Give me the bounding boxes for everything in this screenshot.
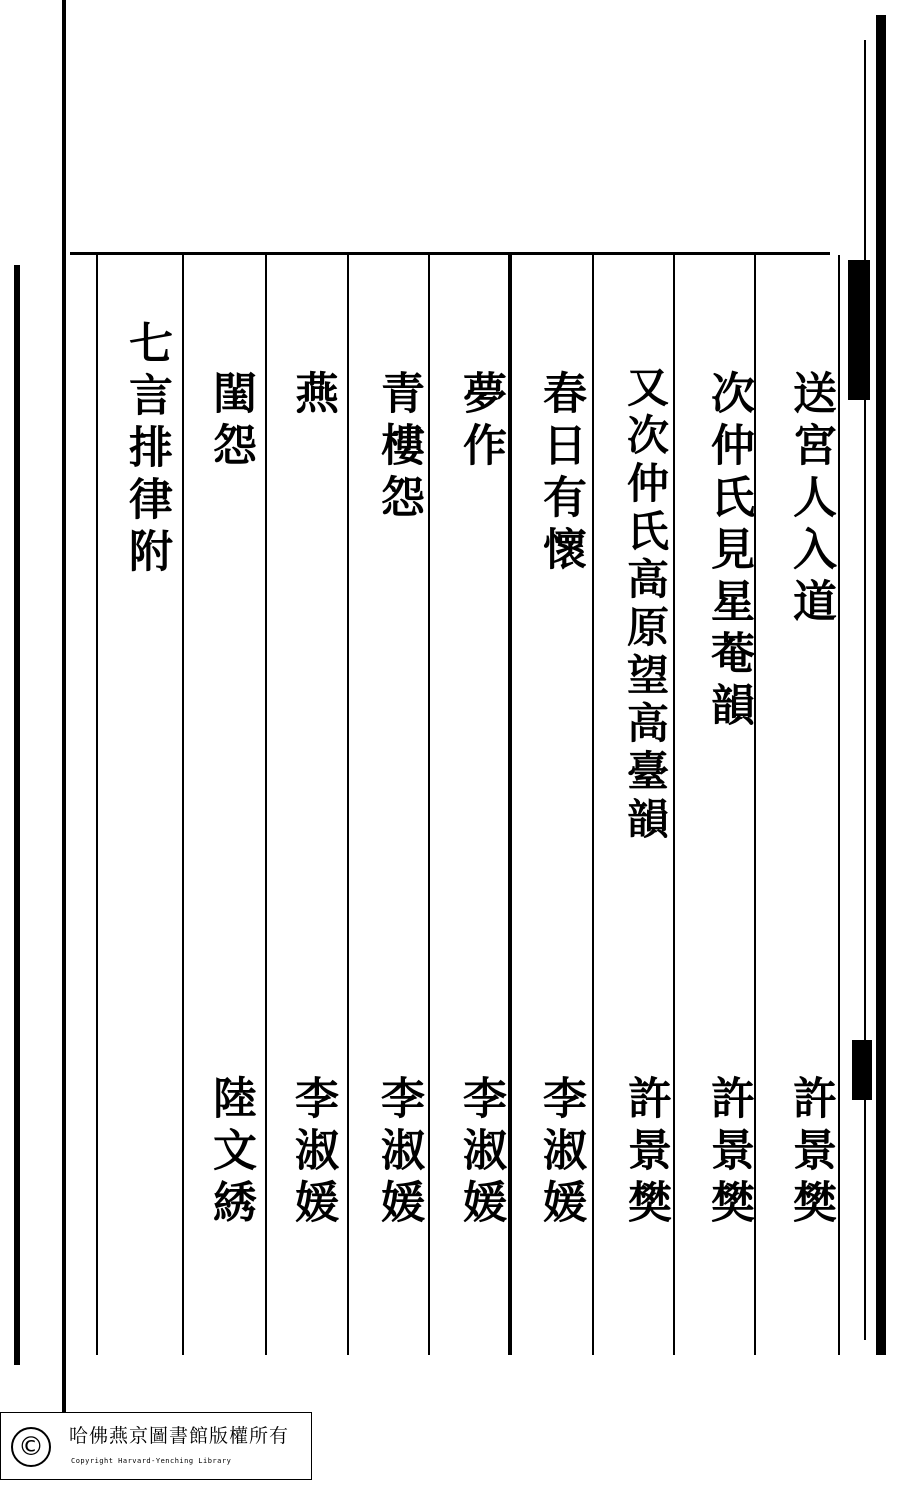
right-margin-block: [848, 260, 870, 400]
poem-author: 李淑媛: [455, 1075, 506, 1231]
copyright-holder: 哈佛燕京圖書館版權所有: [69, 1425, 290, 1447]
poem-author: 李淑媛: [287, 1075, 338, 1231]
copyright-text: Copyright Harvard-Yenching Library: [71, 1457, 232, 1465]
left-margin-mark: [14, 265, 20, 1365]
poem-author: 許景樊: [620, 1075, 671, 1231]
poem-title: 送宮人入道: [785, 370, 836, 630]
poem-title: 又次仲氏高原望高臺韻: [621, 365, 670, 845]
poem-entry: [440, 0, 520, 1485]
poem-entry: [688, 0, 768, 1485]
poem-author: 李淑媛: [535, 1075, 586, 1231]
poem-entry: [358, 0, 438, 1485]
column-divider: [96, 255, 98, 1355]
copyright-icon: ©: [11, 1427, 51, 1467]
poem-author: 許景樊: [703, 1075, 754, 1231]
poem-title: 青樓怨: [373, 370, 424, 526]
poem-author: 許景樊: [785, 1075, 836, 1231]
page-left-border: [62, 0, 66, 1412]
poem-entry: [605, 0, 685, 1485]
page-right-border: [876, 15, 886, 1355]
poem-title: 春日有懷: [535, 370, 586, 578]
section-title: 七言排律附: [121, 320, 172, 580]
poem-entry: [770, 0, 850, 1485]
section-heading: [106, 0, 186, 1485]
poem-entry: [520, 0, 600, 1485]
poem-author: 陸文綉: [205, 1075, 256, 1231]
poem-author: 李淑媛: [373, 1075, 424, 1231]
poem-title: 燕: [287, 370, 338, 422]
copyright-stamp: [0, 1412, 312, 1480]
poem-title: 閨怨: [205, 370, 256, 474]
poem-entry: [190, 0, 270, 1485]
right-margin-block-2: [852, 1040, 872, 1100]
poem-entry: [272, 0, 352, 1485]
page-right-inner-border: [864, 40, 866, 1340]
poem-title: 夢作: [455, 370, 506, 474]
poem-title: 次仲氏見星菴韻: [703, 370, 754, 734]
